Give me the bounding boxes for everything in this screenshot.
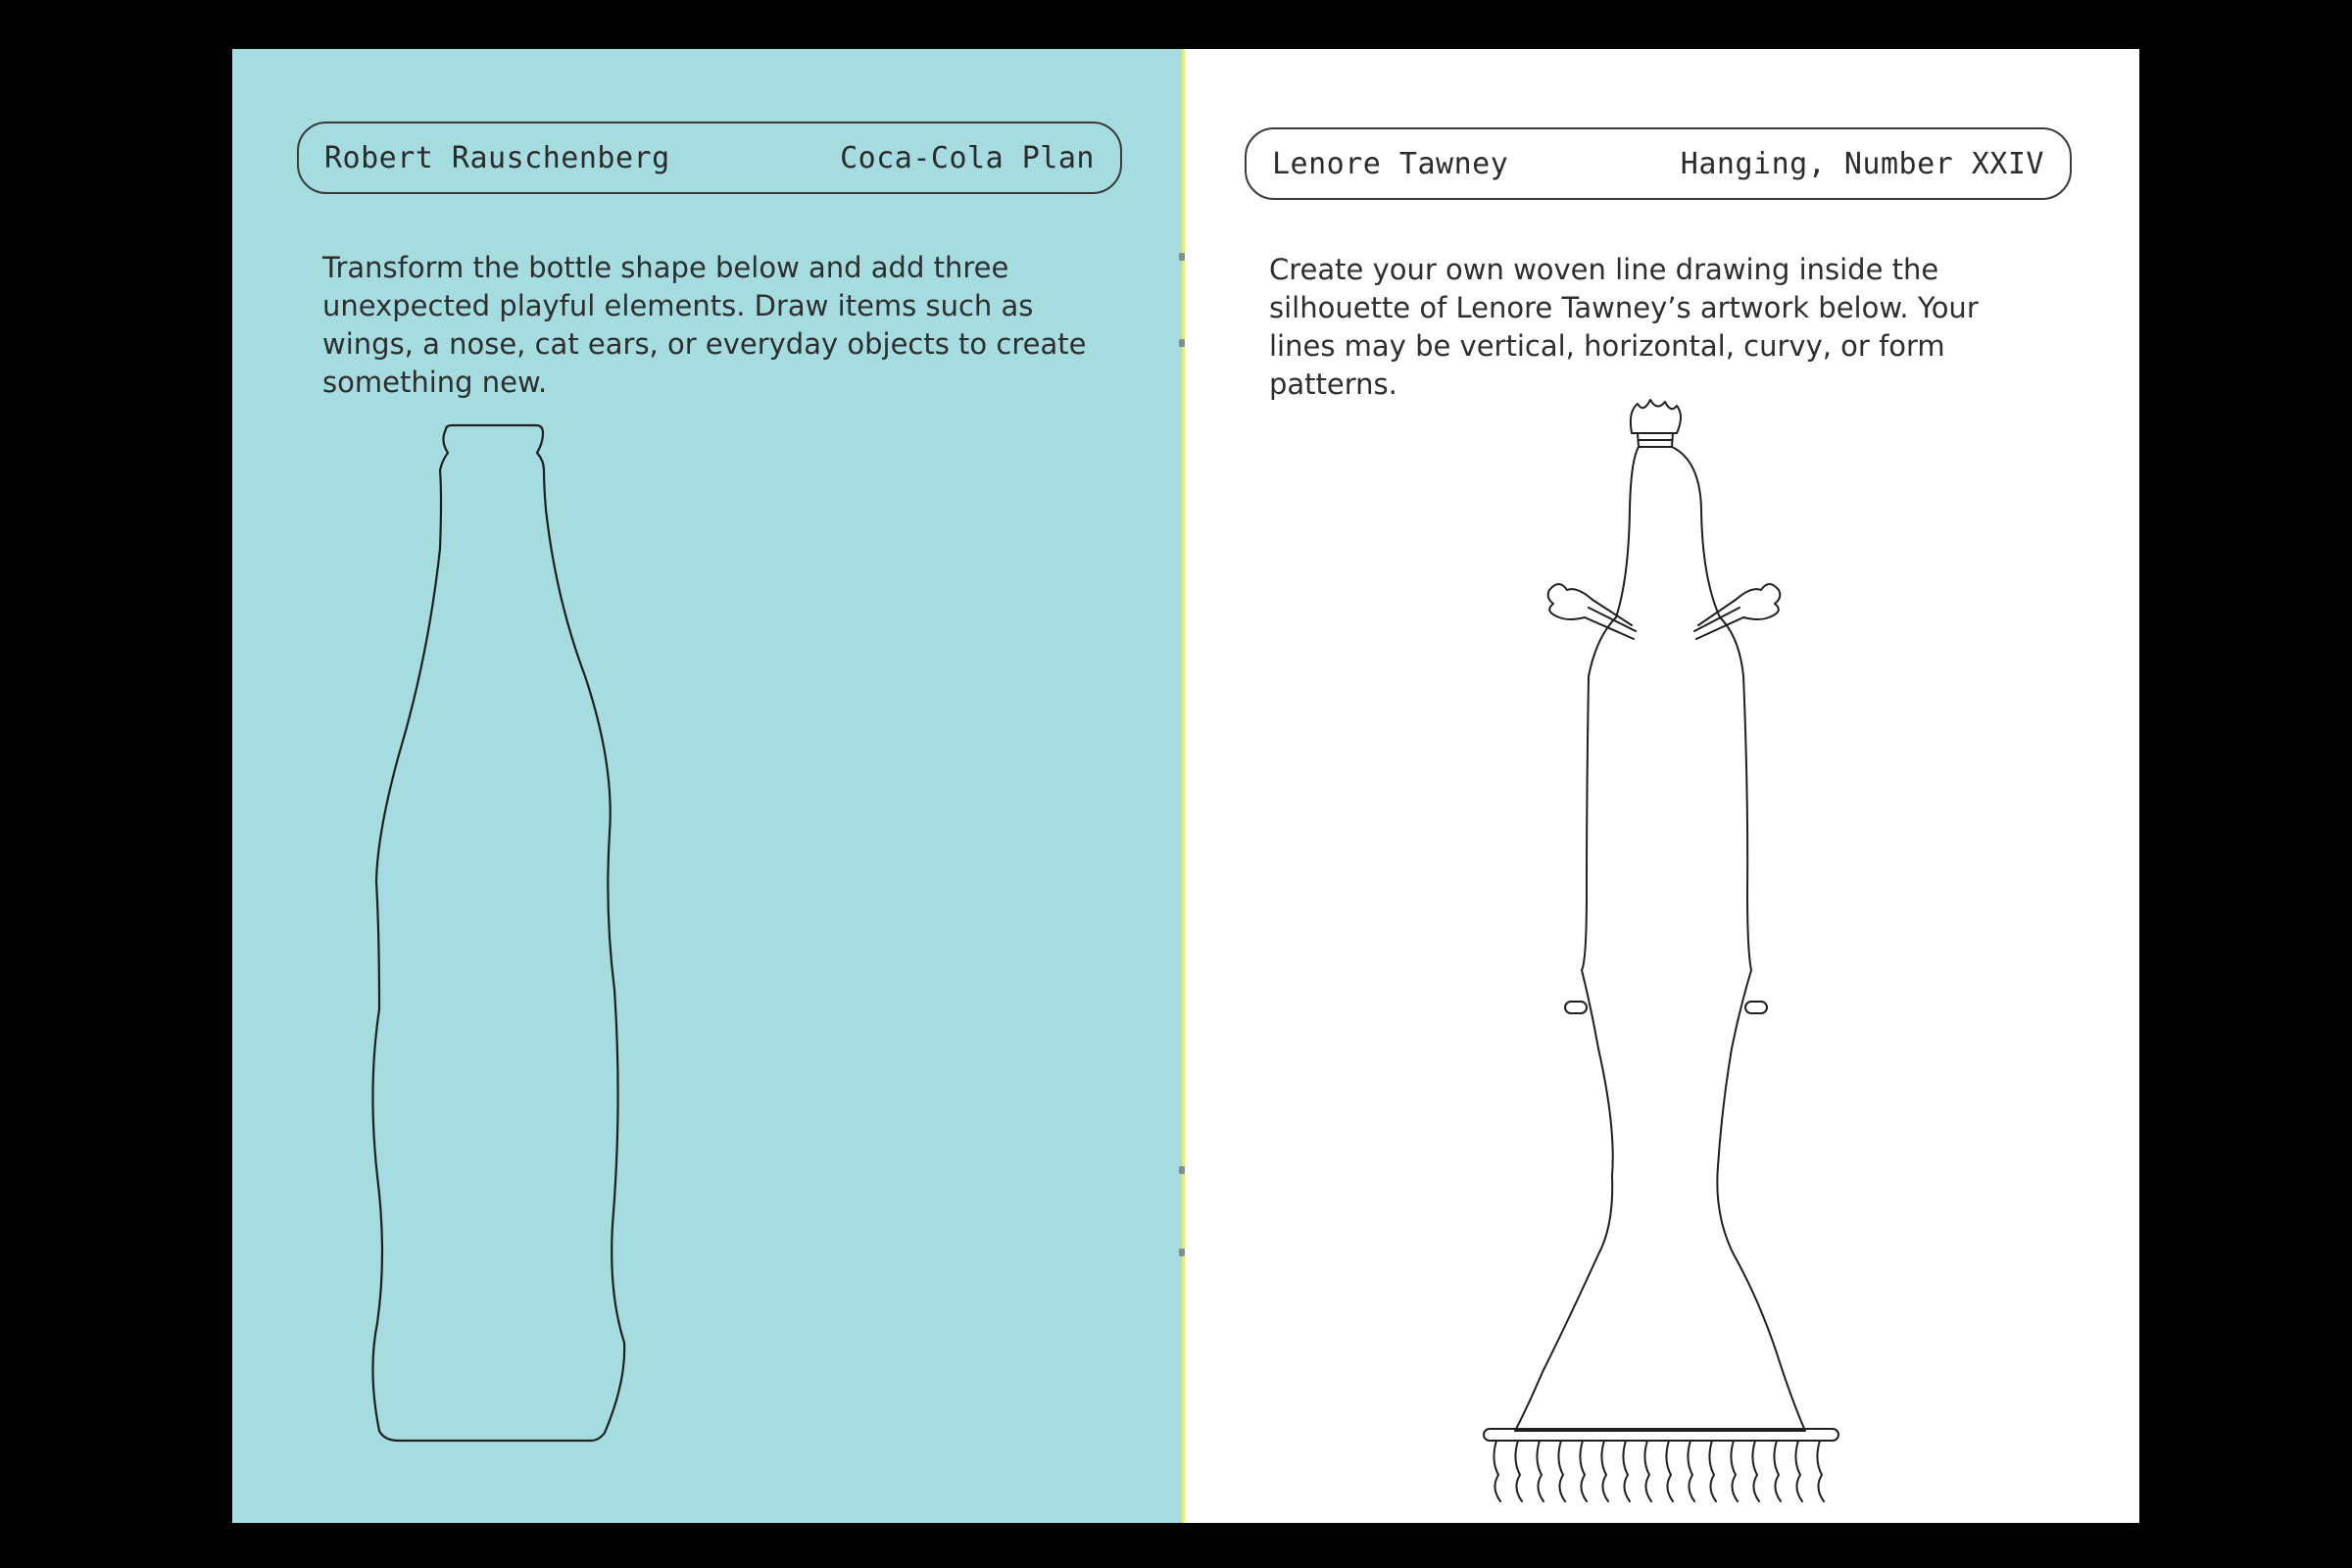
- activity-instructions: Transform the bottle shape below and add three unexpected playful elements. Draw items such as wings, a nose, cat ears, or everyday objects to create something new.: [322, 251, 1087, 399]
- left-page: [232, 49, 1185, 1523]
- activity-instructions: Create your own woven line drawing inside the silhouette of Lenore Tawney’s artwork below. Your lines may be vertical, horizontal, curvy, or form patterns.: [1269, 253, 1979, 401]
- staple: [1179, 339, 1185, 347]
- bottle-outline-illustration: [232, 49, 1185, 1523]
- hanging-silhouette-illustration: [1185, 49, 2139, 1523]
- dowel-left: [1565, 1002, 1587, 1013]
- artist-name: Robert Rauschenberg: [324, 140, 670, 175]
- bottle-outline: [372, 425, 624, 1441]
- artist-name: Lenore Tawney: [1272, 146, 1509, 181]
- right-side-tassel: [1694, 600, 1743, 639]
- staple: [1179, 253, 1185, 261]
- top-tassel: [1631, 400, 1681, 433]
- left-side-tassel: [1585, 600, 1636, 639]
- artwork-title: Coca-Cola Plan: [840, 140, 1095, 175]
- staple: [1179, 1166, 1185, 1174]
- bottom-fringe: [1494, 1441, 1824, 1501]
- staple: [1179, 1249, 1185, 1256]
- dowel-right: [1745, 1002, 1767, 1013]
- hanging-silhouette: [1515, 447, 1805, 1431]
- artwork-title: Hanging, Number XXIV: [1680, 146, 2044, 181]
- right-page: [1185, 49, 2139, 1523]
